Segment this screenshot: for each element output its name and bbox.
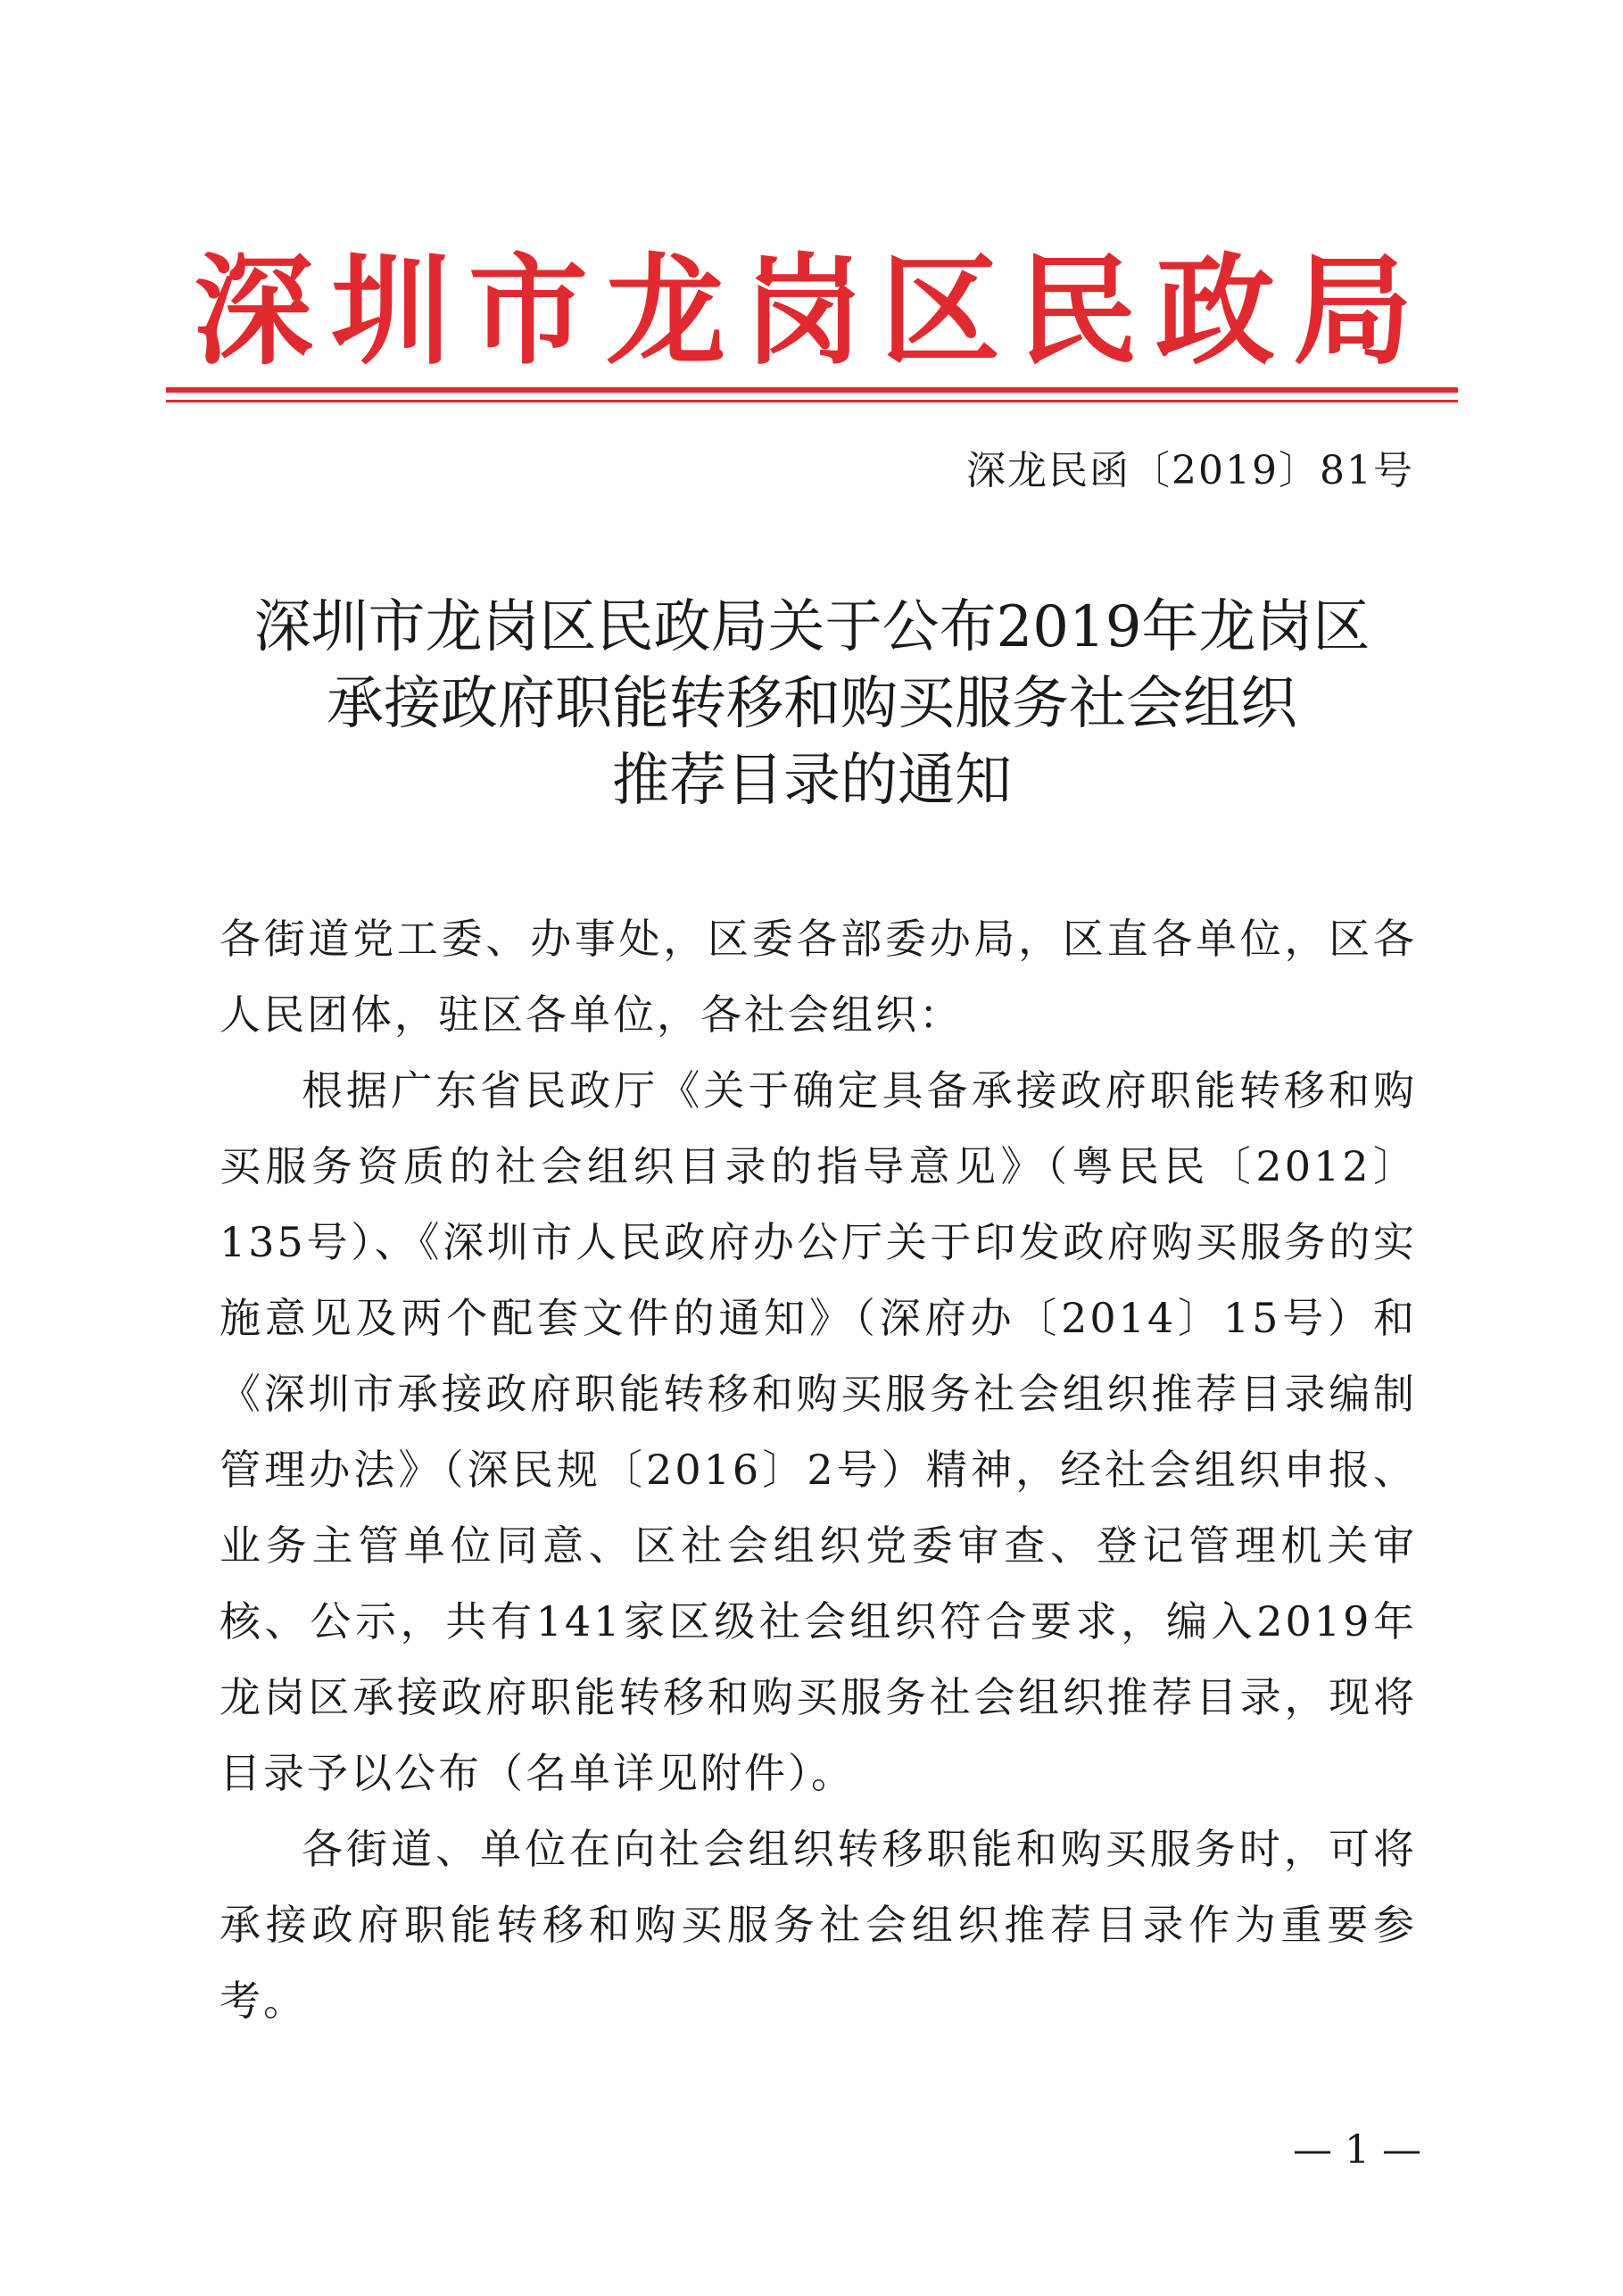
letterhead-issuer: 深圳市龙岗区民政局 xyxy=(193,240,1430,381)
document-title xyxy=(166,589,1458,819)
page-number: — 1 — xyxy=(1293,2127,1421,2173)
document-number: 深龙民函〔2019〕81号 xyxy=(966,448,1414,493)
body-paragraph: 根据广东省民政厅《关于确定具备承接政府职能转移和购买服务资质的社会组织目录的指导意见》（粤民民〔2012〕135号）、《深圳市人民政府办公厅关于印发政府购买服务的实施意见及两个配套文件的通知》（深府办〔2014〕15号）和《深圳市承接政府职能转移和购买服务社会组织推荐目录编制管理办法》（深民规〔2016〕2号）精神，经社会组织申报、业务主管单位同意、区社会组织党委审查、登记管理机关审核、公示，共有141家区级社会组织符合要求，编入2019年龙岗区承接政府职能转移和购买服务社会组织推荐目录，现将目录予以公布（名单详见附件）。 xyxy=(219,1066,1417,1797)
body-paragraph: 各街道、单位在向社会组织转移职能和购买服务时，可将承接政府职能转移和购买服务社会组织推荐目录作为重要参考。 xyxy=(219,1825,1417,2025)
addressees: 各街道党工委、办事处，区委各部委办局，区直各单位，区各人民团体，驻区各单位，各社会组织： xyxy=(219,915,1417,1039)
title-line: 深圳市龙岗区民政局关于公布2019年龙岗区 xyxy=(253,594,1370,660)
title-line: 推荐目录的通知 xyxy=(612,748,1012,814)
letterhead-rule-thin xyxy=(166,400,1458,402)
document-body xyxy=(219,901,1417,2039)
title-line: 承接政府职能转移和购买服务社会组织 xyxy=(327,671,1297,737)
letterhead-rule-thick xyxy=(166,387,1458,393)
